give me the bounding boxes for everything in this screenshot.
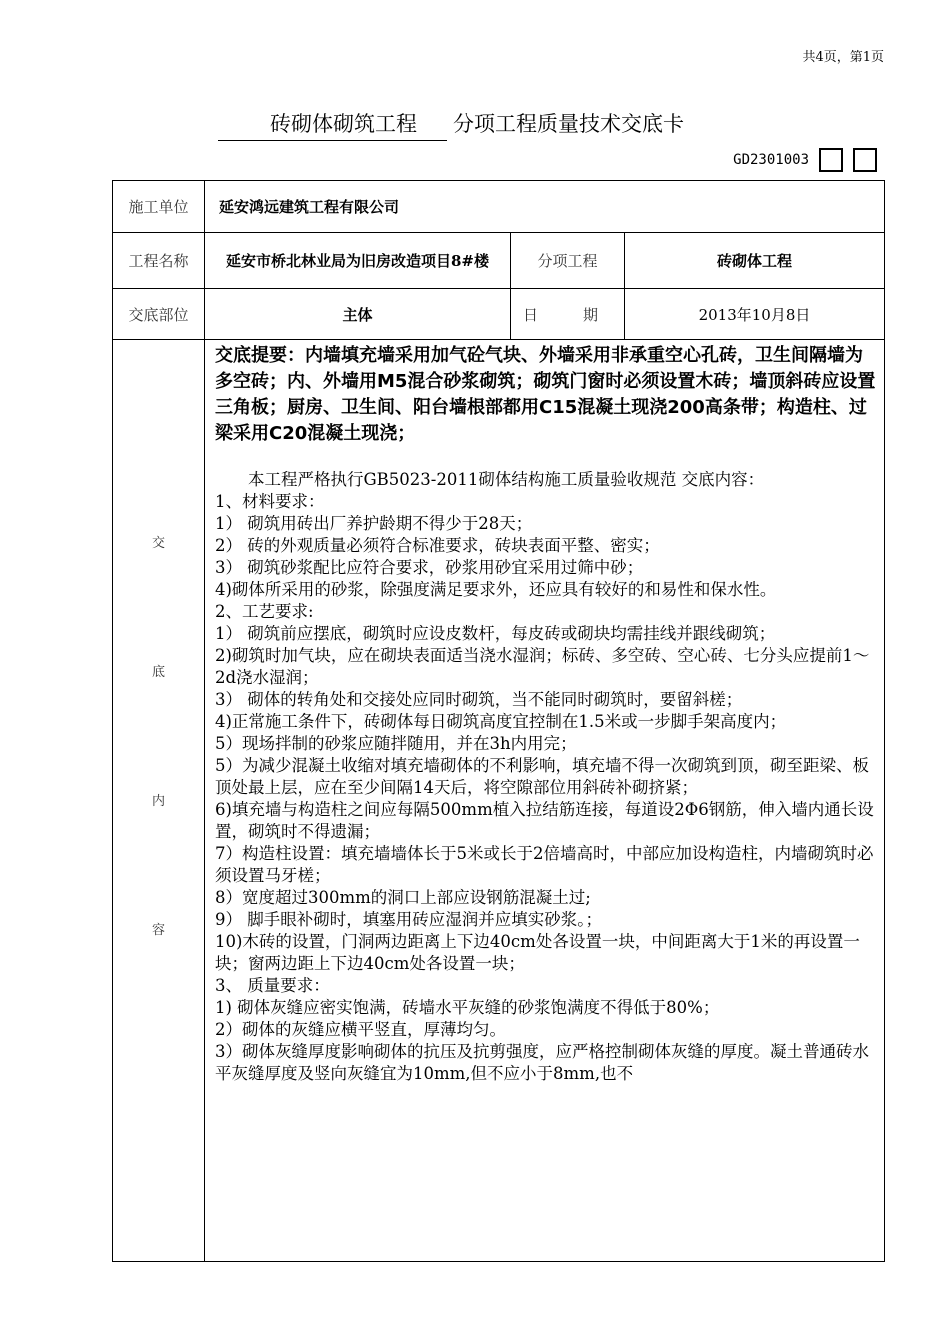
row-content — [113, 340, 885, 1262]
content-line: 8）宽度超过300mm的洞口上部应设钢筋混凝土过; — [215, 888, 591, 907]
date-label-char-2: 期 — [582, 305, 598, 324]
row-project — [113, 233, 885, 289]
content-line: 2）砌体的灰缝应横平竖直，厚薄均匀。 — [215, 1020, 506, 1039]
row-unit — [113, 181, 885, 233]
title-subject: 砖砌体砌筑工程 — [218, 108, 447, 141]
content-cell — [205, 340, 885, 1262]
content-line: 2、工艺要求: — [215, 602, 314, 621]
document-code — [733, 148, 877, 172]
content-line: 3、 质量要求： — [215, 976, 330, 995]
document-code-text: GD2301003 — [733, 152, 809, 168]
project-label: 工程名称 — [113, 233, 205, 289]
page-title — [218, 108, 684, 141]
intro-text: 本工程严格执行GB5023-2011砌体结构施工质量验收规范 交底内容： — [248, 470, 765, 489]
unit-value: 延安鸿远建筑工程有限公司 — [205, 181, 885, 233]
content-line: 9） 脚手眼补砌时，填塞用砖应湿润并应填实砂浆。； — [215, 910, 602, 929]
content-line: 3） 砌体的转角处和交接处应同时砌筑，当不能同时砌筑时，要留斜槎； — [215, 690, 743, 709]
date-label-char-1: 日 — [523, 305, 539, 324]
content-line: 3）砌体灰缝厚度影响砌体的抗压及抗剪强度，应严格控制砌体灰缝的厚度。凝土普通砖水平灰缝厚度及竖向灰缝宜为10mm,但不应小于8mm,也不 — [215, 1042, 869, 1083]
content-line: 7）构造柱设置：填充墙墙体长于5米或长于2倍墙高时，中部应加设构造柱，内墙砌筑时必须设置马牙槎； — [215, 844, 874, 885]
content-line: 5）为减少混凝土收缩对填充墙砌体的不利影响，填充墙不得一次砌筑到顶，砌至距梁、板顶处最上层，应在至少间隔14天后，将空隙部位用斜砖补砌挤紧； — [215, 756, 869, 797]
content-line: 10)木砖的设置，门洞两边距离上下边40cm处各设置一块，中间距离大于1米的再设置一块；窗两边距上下边40cm处各设置一块； — [215, 932, 860, 973]
checkbox-1[interactable] — [819, 148, 843, 172]
content-line: 4)砌体所采用的砂浆，除强度满足要求外，还应具有较好的和易性和保水性。 — [215, 580, 777, 599]
content-line: 1） 砌筑用砖出厂养护龄期不得少于28天； — [215, 514, 533, 533]
side-char-1: 交 — [151, 536, 165, 551]
summary-text: 交底提要：内墙填充墙采用加气砼气块、外墙采用非承重空心孔砖，卫生间隔墙为多空砖；内、外墙用M5混合砂浆砌筑；砌筑门窗时必须设置木砖；墙顶斜砖应设置三角板；厨房、卫生间、阳台墙根部都用C15混凝土现浇200高条带；构造柱、过梁采用C20混凝土现浇； — [215, 345, 876, 444]
side-char-2: 底 — [151, 665, 165, 680]
side-label — [113, 340, 205, 1262]
side-char-3: 内 — [151, 794, 165, 809]
project-value: 延安市桥北林业局为旧房改造项目8#楼 — [205, 233, 511, 289]
content-line: 6)填充墙与构造柱之间应每隔500mm植入拉结筋连接，每道设2Φ6钢筋，伸入墙内通长设置，砌筑时不得遗漏； — [215, 800, 874, 841]
content-line: 5）现场拌制的砂浆应随拌随用，并在3h内用完； — [215, 734, 577, 753]
content-line: 1、材料要求： — [215, 492, 325, 511]
side-char-4: 容 — [151, 923, 165, 938]
date-value: 2013年10月8日 — [625, 289, 885, 340]
title-suffix: 分项工程质量技术交底卡 — [453, 112, 684, 136]
checkbox-2[interactable] — [853, 148, 877, 172]
content-line: 2） 砖的外观质量必须符合标准要求，砖块表面平整、密实； — [215, 536, 660, 555]
content-line: 3） 砌筑砂浆配比应符合要求，砂浆用砂宜采用过筛中砂； — [215, 558, 644, 577]
content-lines — [215, 491, 876, 1085]
content-line: 4)正常施工条件下，砖砌体每日砌筑高度宜控制在1.5米或一步脚手架高度内； — [215, 712, 787, 731]
page-count: 共4页，第1页 — [802, 50, 884, 65]
content-line: 1） 砌筑前应摆底，砌筑时应设皮数杆，每皮砖或砌块均需挂线并跟线砌筑； — [215, 624, 776, 643]
row-location — [113, 289, 885, 340]
subitem-value: 砖砌体工程 — [625, 233, 885, 289]
disclosure-card-table — [112, 180, 885, 1262]
location-value: 主体 — [205, 289, 511, 340]
date-label — [511, 289, 625, 340]
content-line: 1) 砌体灰缝应密实饱满，砖墙水平灰缝的砂浆饱满度不得低于80%； — [215, 998, 720, 1017]
subitem-label: 分项工程 — [511, 233, 625, 289]
content-line: 2)砌筑时加气块，应在砌块表面适当浇水湿润；标砖、多空砖、空心砖、七分头应提前1～2d浇水湿润； — [215, 646, 870, 687]
unit-label: 施工单位 — [113, 181, 205, 233]
location-label: 交底部位 — [113, 289, 205, 340]
